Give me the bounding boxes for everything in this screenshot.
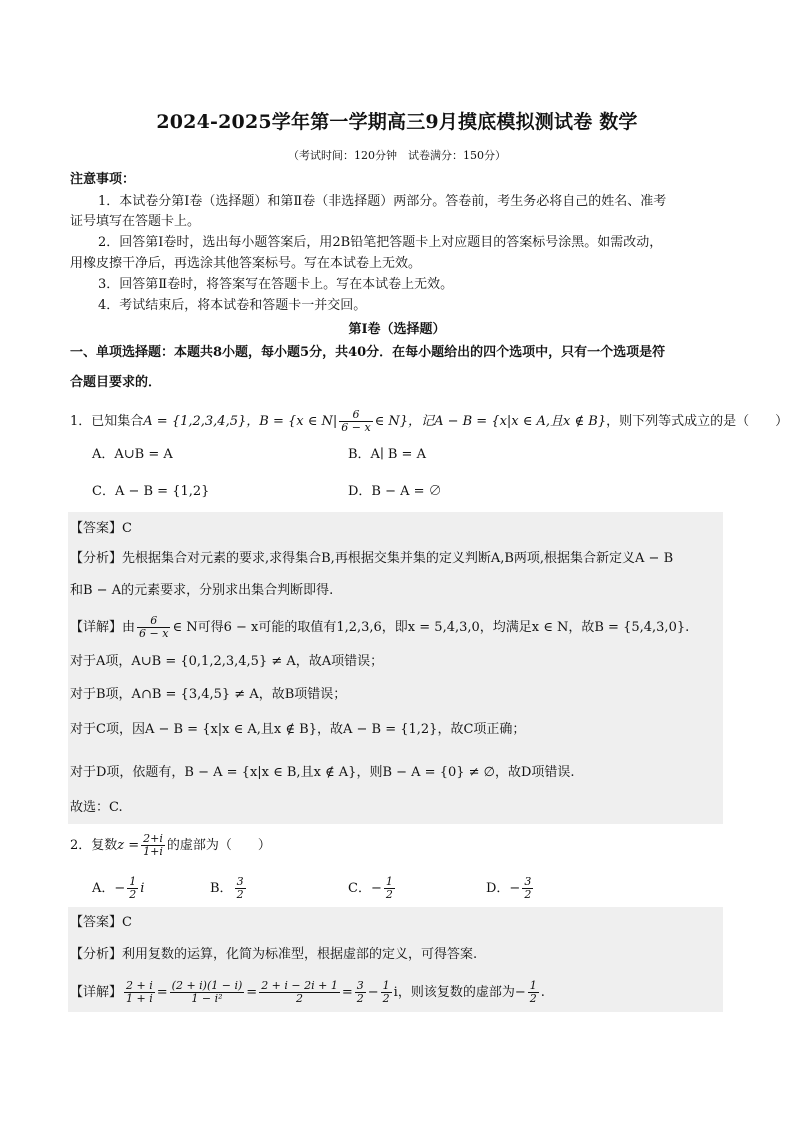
- q1-fraction: [339, 409, 372, 434]
- q2-opt-c-frac: [384, 876, 395, 901]
- q1-answer: 【答案】C: [70, 521, 132, 536]
- section-intro-line2: 合题目要求的．: [70, 375, 162, 390]
- q1-item-d: 对于D项，依题有，B − A = {x|x ∈ B,且x ∉ A}，则B − A = {0} ≠ ∅，故D项错误.: [70, 765, 575, 780]
- q2-f5-num: 1: [382, 979, 390, 992]
- q2-f1-num: 2 + i: [126, 979, 153, 992]
- q1-item-c: 对于C项，因A − B = {x|x ∈ A,且x ∉ B}，故A − B = {1,2}，故C项正确；: [70, 722, 526, 737]
- q2-z-label: z =: [117, 838, 140, 853]
- q2-f4-den: 2: [356, 992, 364, 1005]
- q2-opt-c-num: 1: [385, 875, 393, 888]
- q1-set-a: A = {1,2,3,4,5}: [143, 414, 247, 429]
- exam-subtitle: （考试时间：120分钟 试卷满分：150分）: [288, 149, 506, 162]
- q1-conclusion: 故选：C.: [70, 800, 123, 815]
- q2-period: .: [540, 985, 545, 1000]
- q2-detail: [70, 980, 545, 1005]
- q2-f3-num: 2 + i − 2i + 1: [261, 979, 338, 992]
- section-title: 第Ⅰ卷（选择题）: [348, 322, 446, 337]
- q2-opt-a-den: 2: [129, 888, 137, 901]
- notice-item-4: 4．考试结束后，将本试卷和答题卡一并交回。: [98, 298, 367, 313]
- q2-opt-d-den: 2: [524, 888, 532, 901]
- q2-opt-b-frac: [235, 876, 246, 901]
- q2-detail-frac-2: [170, 980, 245, 1005]
- q1-analysis-2: 和B − A的元素要求，分别求出集合判断即得.: [70, 583, 334, 598]
- q2-f4-num: 3: [356, 979, 364, 992]
- q1-detail-rest: ∈ N可得6 − x可能的取值有1,2,3,6，即x = 5,4,3,0，均满足x ∈ N，故B = {5,4,3,0}.: [172, 620, 690, 635]
- q2-f1-den: 1 + i: [126, 992, 153, 1005]
- q1-detail: [70, 615, 689, 640]
- q2-f6-den: 2: [529, 992, 537, 1005]
- q2-opt-a-tail: i: [140, 881, 145, 896]
- q1-stem-end: ，则下列等式成立的是（ ）: [606, 414, 789, 429]
- q1-definition: A − B = {x|x ∈ A,且x ∉ B}: [434, 414, 607, 429]
- q2-answer: 【答案】C: [70, 915, 132, 930]
- q2-f3-den: 2: [296, 992, 304, 1005]
- q1-item-b: 对于B项，A∩B = {3,4,5} ≠ A，故B项错误；: [70, 687, 347, 702]
- q2-opt-d-num: 3: [524, 875, 532, 888]
- notice-item-2a: 2．回答第Ⅰ卷时，选出每小题答案后，用2B铅笔把答题卡上对应题目的答案标号涂黑。如需改动，: [98, 235, 663, 250]
- q1-item-a: 对于A项，A∪B = {0,1,2,3,4,5} ≠ A，故A项错误；: [70, 654, 384, 669]
- q2-stem-end: 的虚部为（ ）: [166, 838, 271, 853]
- q2-opt-b-den: 2: [236, 888, 244, 901]
- q1-analysis-1: 【分析】先根据集合对元素的要求,求得集合B,再根据交集并集的定义判断A,B两项,根据集合新定义A − B: [70, 551, 674, 566]
- q2-opt-d-label: D．−: [486, 881, 521, 896]
- q2-detail-frac-3: [259, 980, 340, 1005]
- q2-option-b: [210, 876, 248, 901]
- q2-opt-c-den: 2: [385, 888, 393, 901]
- q2-stem-a: 2．复数: [70, 838, 118, 853]
- q2-detail-frac-5: [381, 980, 392, 1005]
- notice-item-2b: 用橡皮擦干净后，再选涂其他答案标号。写在本试卷上无效。: [70, 256, 422, 271]
- q2-eq-1: =: [156, 985, 168, 1000]
- notice-heading: 注意事项：: [70, 172, 136, 187]
- q2-option-c: [348, 876, 397, 901]
- q2-opt-b-num: 3: [236, 875, 244, 888]
- q1-option-c: C．A − B = {1,2}: [92, 484, 210, 499]
- q2-eq-2: =: [246, 985, 258, 1000]
- q1-detail-frac-den: 6 − x: [139, 627, 169, 640]
- q2-detail-frac-4: [355, 980, 366, 1005]
- q2-fraction: [141, 833, 165, 858]
- q2-analysis: 【分析】利用复数的运算，化简为标准型，根据虚部的定义，可得答案.: [70, 947, 478, 962]
- q1-set-b-suffix: ∈ N}，记: [374, 414, 435, 429]
- q2-detail-frac-1: [124, 980, 155, 1005]
- q2-f6-num: 1: [529, 979, 537, 992]
- q1-option-b: B．A∣ B = A: [348, 447, 426, 462]
- section-intro-line1: 一、单项选择题：本题共8小题，每小题5分，共40分．在每小题给出的四个选项中，只有一个选项是符: [70, 345, 666, 360]
- q2-frac-num: 2+i: [143, 832, 163, 845]
- q1-option-d: D．B − A = ∅: [348, 484, 442, 499]
- q2-f2-den: 1 − i²: [191, 992, 223, 1005]
- notice-item-1b: 证号填写在答题卡上。: [70, 214, 201, 229]
- q2-eq-3: =: [341, 985, 353, 1000]
- q2-detail-tail: i，则该复数的虚部为−: [393, 985, 526, 1000]
- q2-frac-den: 1+i: [143, 845, 163, 858]
- q1-stem-a: 1．已知集合: [70, 414, 144, 429]
- notice-item-1a: 1．本试卷分第Ⅰ卷（选择题）和第Ⅱ卷（非选择题）两部分。答卷前，考生务必将自己的姓名、准考: [98, 194, 667, 209]
- q2-detail-frac-6: [528, 980, 539, 1005]
- q1-option-a: A．A∪B = A: [92, 447, 173, 462]
- q2-detail-label: 【详解】: [70, 985, 123, 1000]
- q2-option-d: [486, 876, 535, 901]
- q2-f5-den: 2: [382, 992, 390, 1005]
- q1-detail-label: 【详解】由: [70, 620, 136, 635]
- q2-minus: −: [367, 985, 379, 1000]
- q1-stem: [70, 409, 788, 434]
- q1-frac-num: 6: [339, 409, 372, 422]
- q2-opt-a-num: 1: [129, 875, 137, 888]
- q1-detail-frac-num: 6: [137, 615, 170, 628]
- q2-option-a: [92, 876, 144, 901]
- q2-stem: [70, 833, 271, 858]
- q2-opt-a-label: A．−: [92, 881, 126, 896]
- q2-f2-num: (2 + i)(1 − i): [171, 979, 243, 992]
- notice-item-3: 3．回答第Ⅱ卷时，将答案写在答题卡上。写在本试卷上无效。: [98, 277, 454, 292]
- q1-set-b-prefix: ，B = {x ∈ N|: [246, 414, 338, 429]
- exam-title: 2024-2025学年第一学期高三9月摸底模拟测试卷 数学: [156, 111, 638, 133]
- q2-opt-b-label: B．: [210, 881, 233, 896]
- q1-frac-den: 6 − x: [341, 421, 371, 434]
- q1-detail-fraction: [137, 615, 170, 640]
- q2-opt-a-frac: [127, 876, 138, 901]
- q2-opt-d-frac: [522, 876, 533, 901]
- q2-opt-c-label: C．−: [348, 881, 382, 896]
